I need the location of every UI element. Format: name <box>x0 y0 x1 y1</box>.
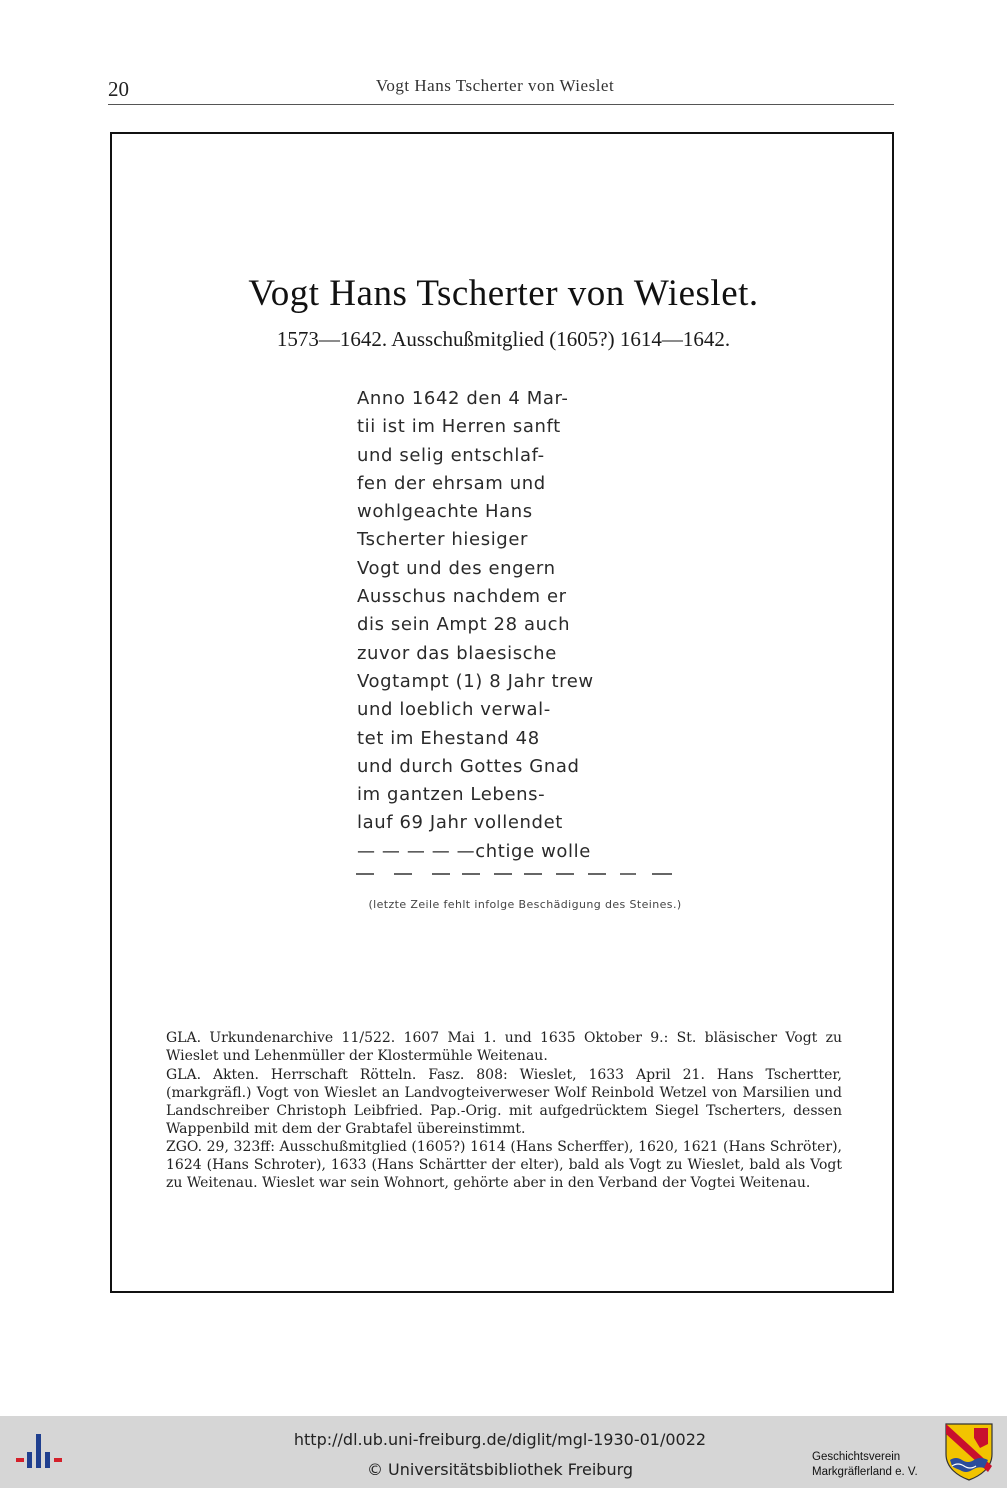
inscription-text <box>357 385 594 866</box>
inscription-line: wohlgeachte Hans <box>357 501 533 523</box>
source-note: GLA. Akten. Herrschaft Rötteln. Fasz. 808: Wieslet, 1633 April 21. Hans Tschertter, (markgräfl.) Vogt von Wieslet an Landvogteiverweser Wolf Reinbold Wetzel von Marsilien und Landschreiber Christoph Leibfried. Pap.-Orig. mit aufgedrücktem Siegel Tscherters, dessen Wappenbild mit dem der Grabtafel übereinstimmt. <box>166 1066 842 1137</box>
inscription-line: Vogt und des engern <box>357 557 556 579</box>
missing-line-dashes <box>356 871 676 877</box>
inscription-line: im gantzen Lebens- <box>357 784 546 806</box>
page-title: Vogt Hans Tscherter von Wieslet. <box>248 273 759 314</box>
coat-of-arms-icon <box>944 1422 994 1482</box>
inscription-line: und loeblich verwal- <box>357 699 551 721</box>
inscription-line: und durch Gottes Gnad <box>357 755 580 777</box>
inscription-line: fen der ehrsam und <box>357 472 546 494</box>
library-logo-icon <box>14 1428 64 1478</box>
inscription-caption: (letzte Zeile fehlt infolge Beschädigung des Steines.) <box>368 898 682 911</box>
page-subtitle: 1573—1642. Ausschußmitglied (1605?) 1614—1642. <box>276 327 731 351</box>
inscription-line: tet im Ehestand 48 <box>357 727 540 749</box>
inscription-line: lauf 69 Jahr vollendet <box>357 812 563 834</box>
inscription-line: Ausschus nachdem er <box>357 586 567 608</box>
page-number: 20 <box>108 77 129 101</box>
source-notes <box>166 1030 842 1194</box>
inscription-line: Anno 1642 den 4 Mar- <box>357 388 569 409</box>
inscription-line: dis sein Ampt 28 auch <box>357 614 571 636</box>
inscription-line: tii ist im Herren sanft <box>357 416 561 438</box>
inscription-line: Tscherter hiesiger <box>357 529 528 551</box>
inscription-line: — — — — —chtige wolle <box>357 840 591 862</box>
inscription-line: und selig entschlaf- <box>357 444 545 466</box>
society-name <box>812 1450 918 1480</box>
footer-url-link[interactable]: http://dl.ub.uni-freiburg.de/diglit/mgl-1930-01/0022 <box>293 1430 707 1449</box>
society-name-line: Geschichtsverein <box>812 1451 901 1463</box>
source-note: GLA. Urkundenarchive 11/522. 1607 Mai 1. und 1635 Oktober 9.: St. bläsischer Vogt zu Wieslet und Lehenmüller der Klostermühle Weitenau. <box>166 1030 842 1064</box>
footer-copyright: © Universitätsbibliothek Freiburg <box>366 1460 634 1479</box>
society-name-line: Markgräflerland e. V. <box>812 1466 918 1478</box>
inscription-line: Vogtampt (1) 8 Jahr trew <box>357 670 594 692</box>
header-rule <box>108 104 894 105</box>
source-note: ZGO. 29, 323ff: Ausschußmitglied (1605?) 1614 (Hans Scherffer), 1620, 1621 (Hans Schröter), 1624 (Hans Schroter), 1633 (Hans Schärtter der elter), bald als Vogt zu Wieslet, bald als Vogt zu Weitenau. Wieslet war sein Wohnort, gehörte aber in den Verband der Vogtei Weitenau. <box>166 1139 842 1192</box>
running-head: Vogt Hans Tscherter von Wieslet <box>375 76 615 95</box>
inscription-line: zuvor das blaesische <box>357 642 557 664</box>
footer-bar <box>0 1416 1007 1488</box>
